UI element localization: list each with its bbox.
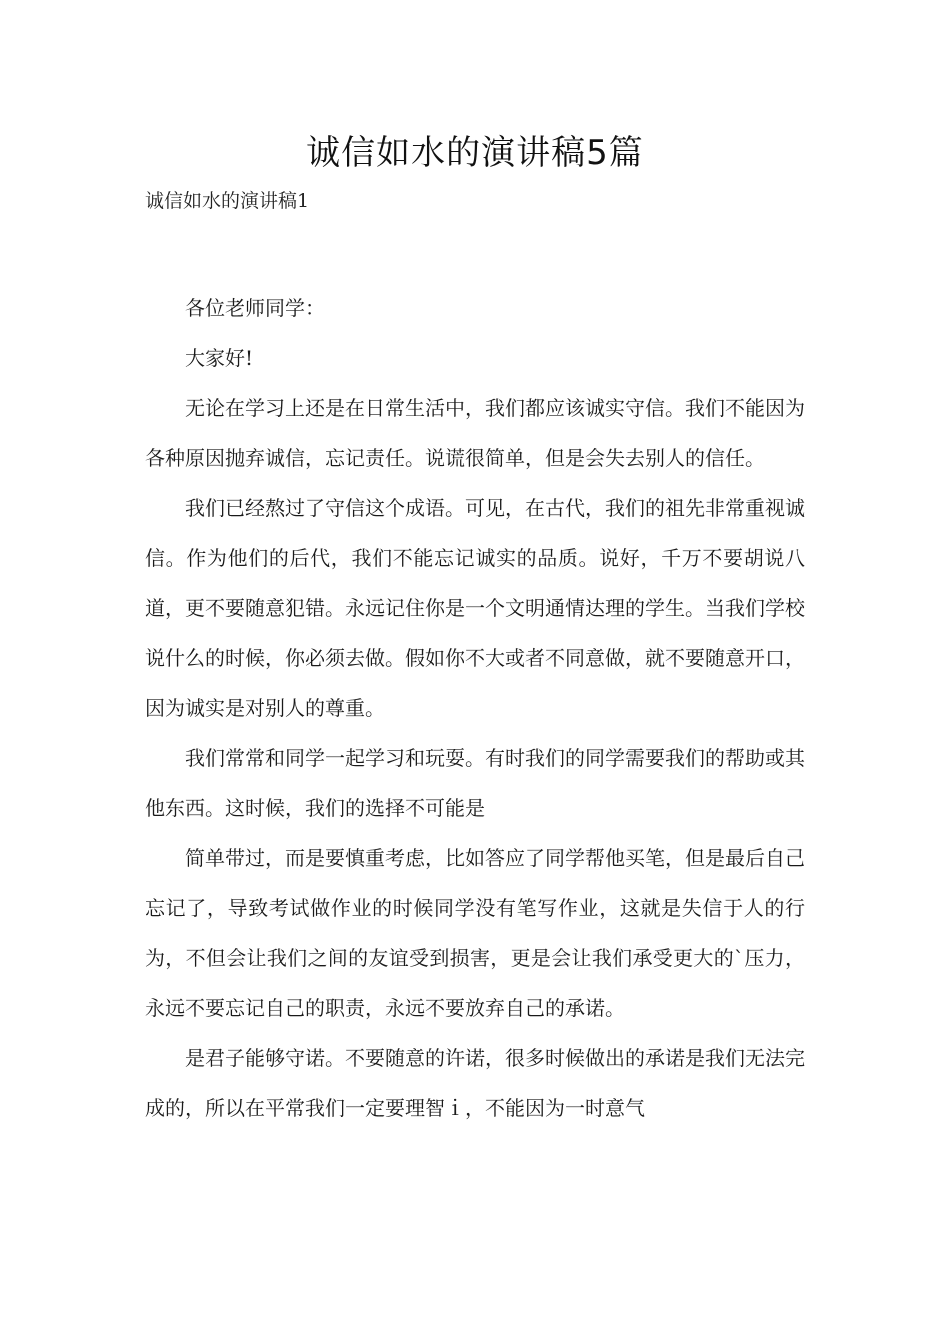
paragraph: 是君子能够守诺。不要随意的许诺，很多时候做出的承诺是我们无法完成的，所以在平常我们一定要理智ｉ，不能因为一时意气: [145, 1046, 805, 1120]
paragraph: 无论在学习上还是在日常生活中，我们都应该诚实守信。我们不能因为各种原因抛弃诚信，忘记责任。说谎很简单，但是会失去别人的信任。: [145, 396, 805, 470]
paragraph: 我们常常和同学一起学习和玩耍。有时我们的同学需要我们的帮助或其他东西。这时候，我们的选择不可能是: [145, 746, 805, 820]
paragraph-salutation: 各位老师同学：: [185, 296, 325, 320]
paragraph-greeting: 大家好!: [185, 346, 254, 370]
paragraph: 简单带过，而是要慎重考虑，比如答应了同学帮他买笔，但是最后自己忘记了，导致考试做作业的时候同学没有笔写作业，这就是失信于人的行为，不但会让我们之间的友谊受到损害，更是会让我们承受更大的`压力，永远不要忘记自己的职责，永远不要放弃自己的承诺。: [145, 846, 805, 1020]
document-title: 诚信如水的演讲稿5篇: [306, 133, 644, 173]
paragraph: 我们已经熬过了守信这个成语。可见，在古代，我们的祖先非常重视诚信。作为他们的后代，我们不能忘记诚实的品质。说好，千万不要胡说八道，更不要随意犯错。永远记住你是一个文明通情达理的学生。当我们学校说什么的时候，你必须去做。假如你不大或者不同意做，就不要随意开口，因为诚实是对别人的尊重。: [145, 496, 805, 720]
document-body: [145, 283, 805, 1133]
section-heading: 诚信如水的演讲稿1: [145, 190, 310, 212]
